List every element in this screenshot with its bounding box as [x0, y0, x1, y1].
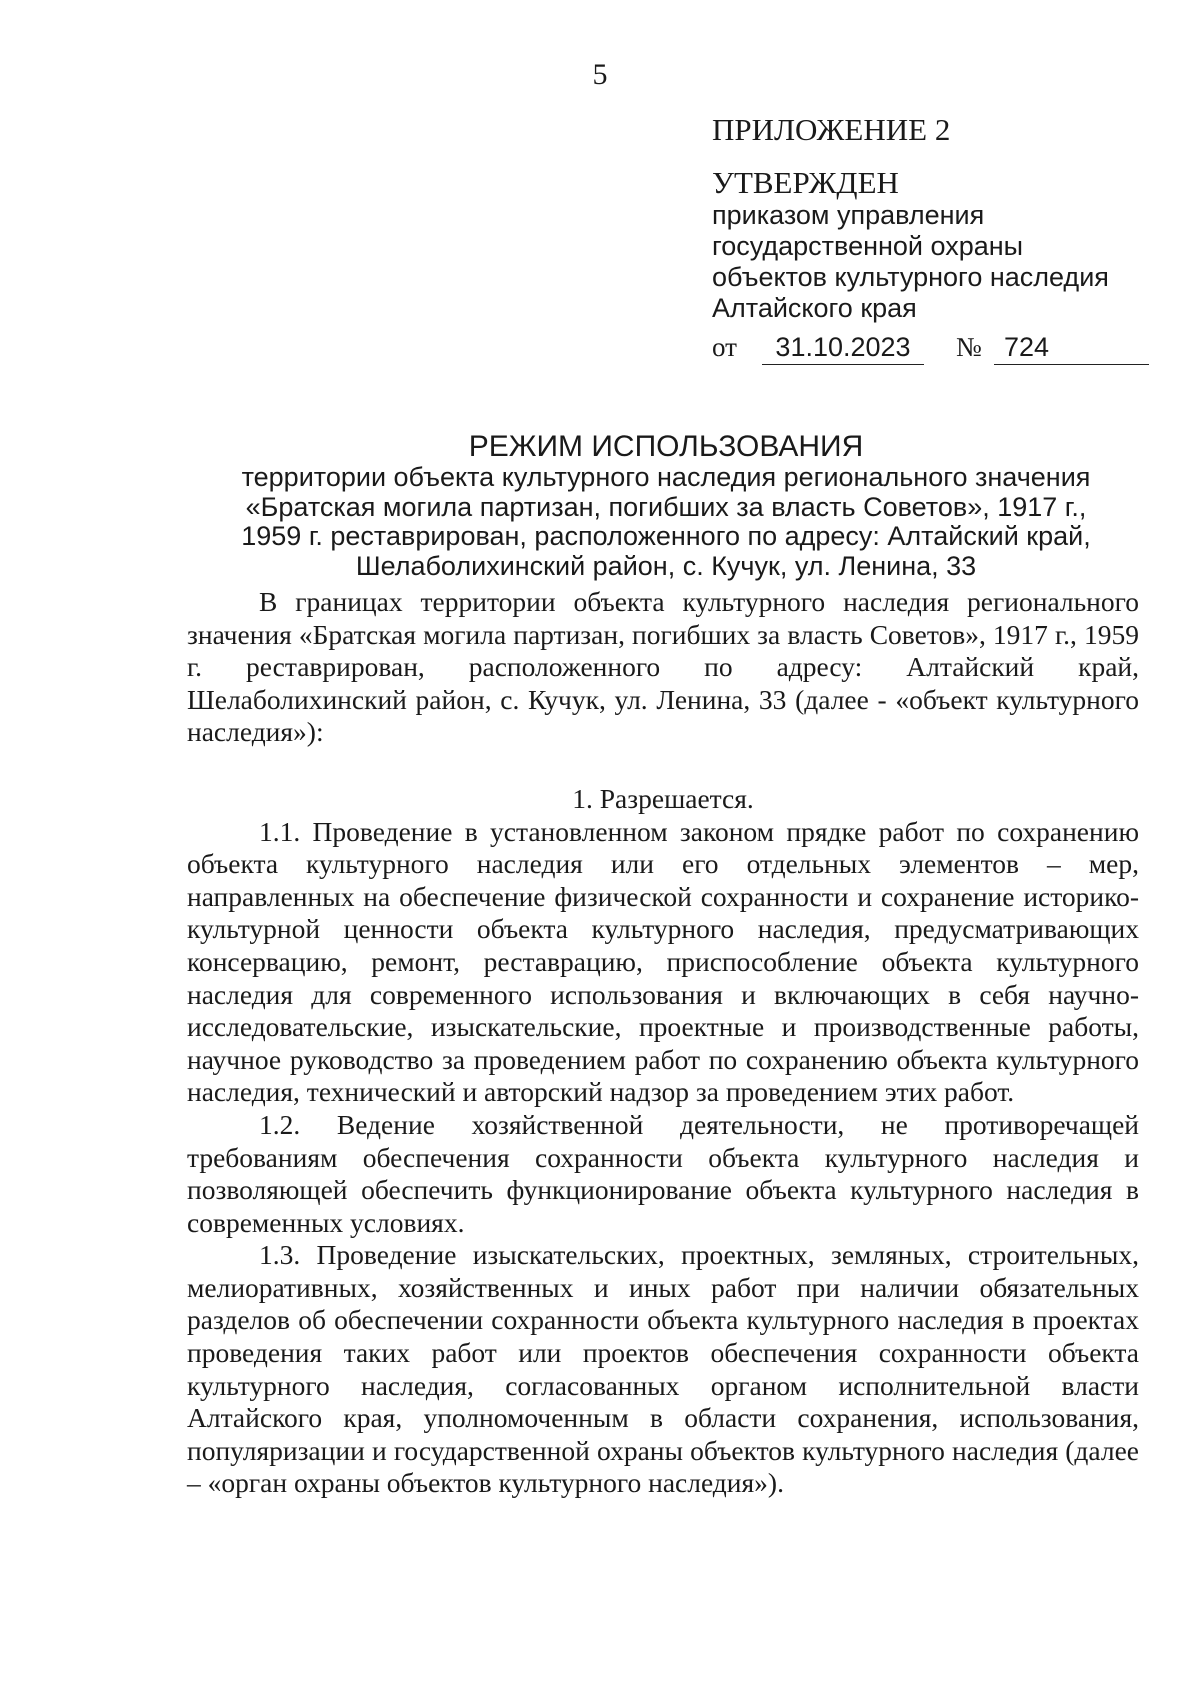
intro-paragraph: В границах территории объекта культурного наследия регионального значения «Братская могила партизан, погибших за власть Советов», 1917 г., 1959 г. реставрирован, расположенного по адресу: Алтайский край, Шелаболихинский район, с. Кучук, ул. Ленина, 33 (далее - «объект культурного наследия»): [187, 586, 1139, 748]
page-number: 5 [592, 58, 608, 91]
order-line: приказом управления [712, 200, 985, 230]
list-item: 1.3. Проведение изыскательских, проектных, земляных, строительных, мелиоративных, хозяйственных и иных работ при наличии обязательных разделов об обеспечении сохранности объекта культурного наследия в проектах проведения таких работ или проектов обеспечения сохранности объекта культурного наследия, согласованных органом исполнительной власти Алтайского края, уполномоченным в области сохранения, использования, популяризации и государственной охраны объектов культурного наследия (далее – «орган охраны объектов культурного наследия»). [187, 1239, 1139, 1499]
order-line: объектов культурного наследия [712, 262, 1109, 292]
approved-label: УТВЕРЖДЕН [712, 165, 899, 200]
title-heading: РЕЖИМ ИСПОЛЬЗОВАНИЯ [468, 430, 864, 463]
order-number: 724 [994, 330, 1149, 365]
order-line: государственной охраны [712, 231, 1024, 261]
date-label: от [712, 332, 737, 362]
list-item: 1.1. Проведение в установленном законом прядке работ по сохранению объекта культурного наследия или его отдельных элементов – мер, направленных на обеспечение физической сохранности и сохранение историко-культурной ценности объекта культурного наследия, предусматривающих консервацию, ремонт, реставрацию, приспособление объекта культурного наследия для современного использования и включающих в себя научно-исследовательские, изыскательские, проектные и производственные работы, научное руководство за проведением работ по сохранению объекта культурного наследия, технический и авторский надзор за проведением этих работ. [187, 815, 1139, 1108]
section-heading: 1. Разрешается. [572, 782, 754, 814]
order-date-number [712, 326, 1152, 370]
title-line: Шелаболихинский район, с. Кучук, ул. Ленина, 33 [355, 550, 977, 581]
document-title [190, 430, 1142, 581]
list-item: 1.2. Ведение хозяйственной деятельности, не противоречащей требованиям обеспечения сохранности объекта культурного наследия и позволяющей обеспечить функционирование объекта культурного наследия в современных условиях. [187, 1108, 1139, 1238]
document-body [187, 586, 1139, 1500]
appendix-label: ПРИЛОЖЕНИЕ 2 [712, 112, 951, 147]
approval-block [712, 110, 1152, 370]
order-line: Алтайского края [712, 293, 917, 323]
order-date: 31.10.2023 [762, 330, 924, 365]
number-label: № [956, 332, 982, 362]
title-line: территории объекта культурного наследия регионального значения [241, 462, 1091, 492]
title-line: 1959 г. реставрирован, расположенного по адресу: Алтайский край, [241, 521, 1091, 551]
title-line: «Братская могила партизан, погибших за власть Советов», 1917 г., [245, 491, 1087, 522]
